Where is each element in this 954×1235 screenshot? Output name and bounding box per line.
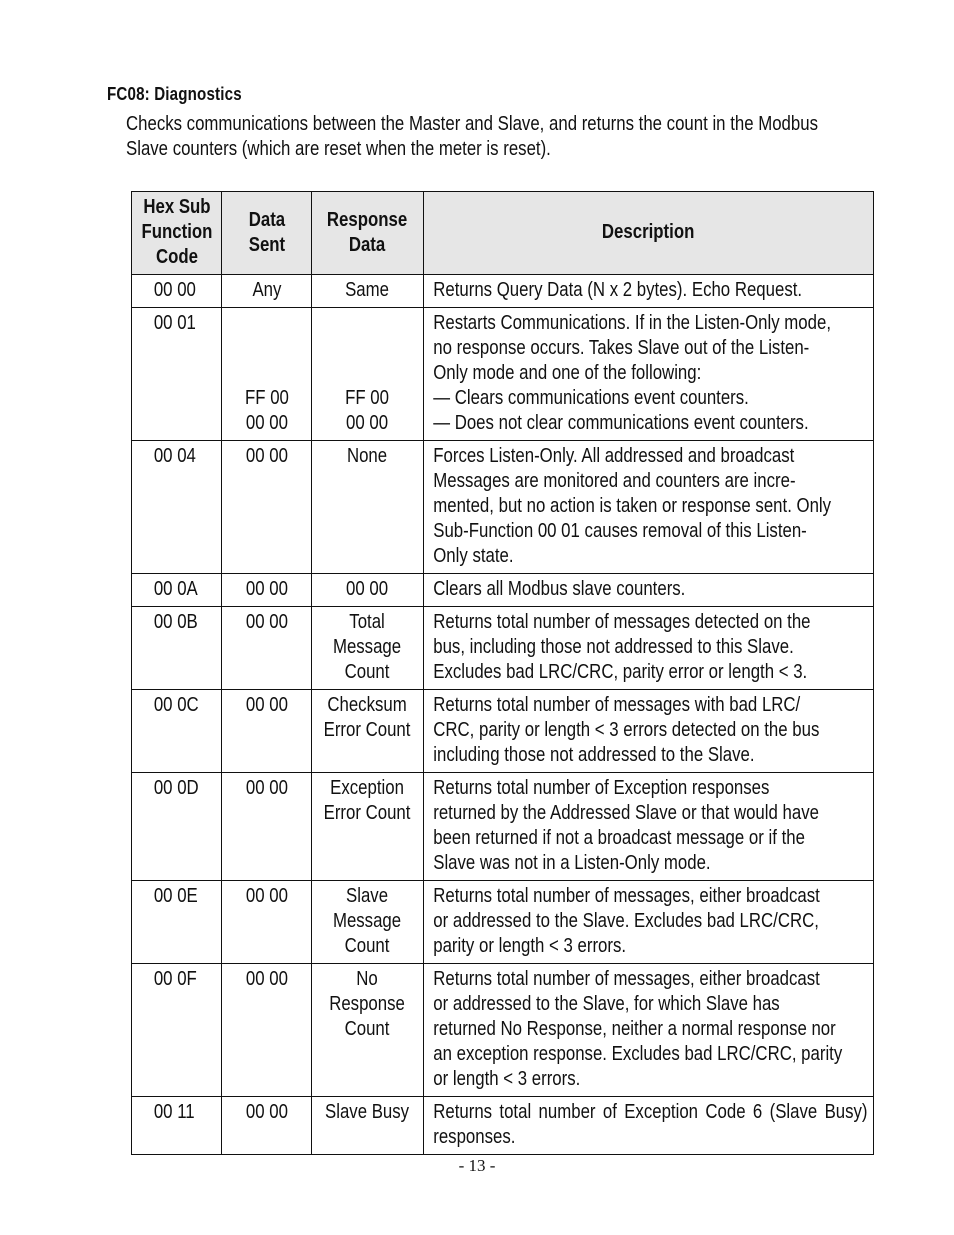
cell-code: 00 0A <box>132 574 222 607</box>
cell-code: 00 0B <box>132 607 222 690</box>
cell-description: Forces Listen-Only. All addressed and broadcast Messages are monitored and counters are incre- mented, but no action is taken or response sent. Only Sub-Function 00 01 causes removal of this Listen- Only state. <box>424 441 874 574</box>
cell-description: Returns total number of Exception responses returned by the Addressed Slave or that would have been returned if not a broadcast message or if the Slave was not in a Listen-Only mode. <box>424 773 874 881</box>
cell-data-sent: Any <box>222 275 312 308</box>
table-row <box>132 964 874 1097</box>
cell-data-sent: 00 00 <box>222 773 312 881</box>
cell-code: 00 01 <box>132 308 222 441</box>
header-sub-function-code: Hex Sub Function Code <box>132 192 222 275</box>
cell-data-sent: 00 00 <box>222 690 312 773</box>
cell-description: Restarts Communications. If in the Listen-Only mode, no response occurs. Takes Slave out of the Listen- Only mode and one of the following: — Clears communications event counters. — Does not clear communications event counters. <box>424 308 874 441</box>
cell-data-sent: 00 00 <box>222 607 312 690</box>
header-data-sent: Data Sent <box>222 192 312 275</box>
table-header-row <box>132 192 874 275</box>
cell-description: Returns total number of messages detected on the bus, including those not addressed to this Slave. Excludes bad LRC/CRC, parity error or length < 3. <box>424 607 874 690</box>
cell-description: Returns total number of messages with bad LRC/ CRC, parity or length < 3 errors detected on the bus including those not addressed to the Slave. <box>424 690 874 773</box>
cell-response-data: Exception Error Count <box>312 773 424 881</box>
cell-data-sent: 00 00 <box>222 1097 312 1155</box>
cell-description: Clears all Modbus slave counters. <box>424 574 874 607</box>
cell-code: 00 04 <box>132 441 222 574</box>
cell-description: Returns total number of messages, either broadcast or addressed to the Slave. Excludes bad LRC/CRC, parity or length < 3 errors. <box>424 881 874 964</box>
cell-code: 00 0D <box>132 773 222 881</box>
cell-description: Returns total number of Exception Code 6 (Slave Busy) responses. <box>424 1097 874 1155</box>
section-heading: FC08: Diagnostics <box>107 84 242 104</box>
cell-response-data: No Response Count <box>312 964 424 1097</box>
cell-response-data: Slave Busy <box>312 1097 424 1155</box>
table-row <box>132 308 874 441</box>
cell-data-sent: 00 00 <box>222 964 312 1097</box>
cell-data-sent: 00 00 <box>222 881 312 964</box>
table-row <box>132 690 874 773</box>
cell-code: 00 11 <box>132 1097 222 1155</box>
cell-response-data: Same <box>312 275 424 308</box>
cell-code: 00 0F <box>132 964 222 1097</box>
cell-response-data: Total Message Count <box>312 607 424 690</box>
cell-response-data: Checksum Error Count <box>312 690 424 773</box>
diagnostics-table <box>131 191 874 1155</box>
table-row <box>132 607 874 690</box>
cell-code: 00 00 <box>132 275 222 308</box>
cell-data-sent: 00 00 <box>222 574 312 607</box>
table-row <box>132 441 874 574</box>
header-description: Description <box>424 192 874 275</box>
cell-description: Returns Query Data (N x 2 bytes). Echo Request. <box>424 275 874 308</box>
intro-paragraph: Checks communications between the Master and Slave, and returns the count in the Modbus Slave counters (which are reset when the meter is reset). <box>126 113 818 160</box>
cell-response-data: 00 00 <box>312 574 424 607</box>
header-response-data: Response Data <box>312 192 424 275</box>
page-number: - 13 - <box>458 1156 496 1175</box>
cell-code: 00 0C <box>132 690 222 773</box>
cell-description: Returns total number of messages, either broadcast or addressed to the Slave, for which Slave has returned No Response, neither a normal response nor an exception response. Excludes bad LRC/CRC, parity or length < 3 errors. <box>424 964 874 1097</box>
cell-code: 00 0E <box>132 881 222 964</box>
cell-response-data: None <box>312 441 424 574</box>
table-row <box>132 1097 874 1155</box>
cell-data-sent: FF 00 00 00 <box>222 308 312 441</box>
cell-response-data: Slave Message Count <box>312 881 424 964</box>
table-row <box>132 574 874 607</box>
table-row <box>132 275 874 308</box>
cell-data-sent: 00 00 <box>222 441 312 574</box>
table-row <box>132 881 874 964</box>
cell-response-data: FF 00 00 00 <box>312 308 424 441</box>
table-row <box>132 773 874 881</box>
